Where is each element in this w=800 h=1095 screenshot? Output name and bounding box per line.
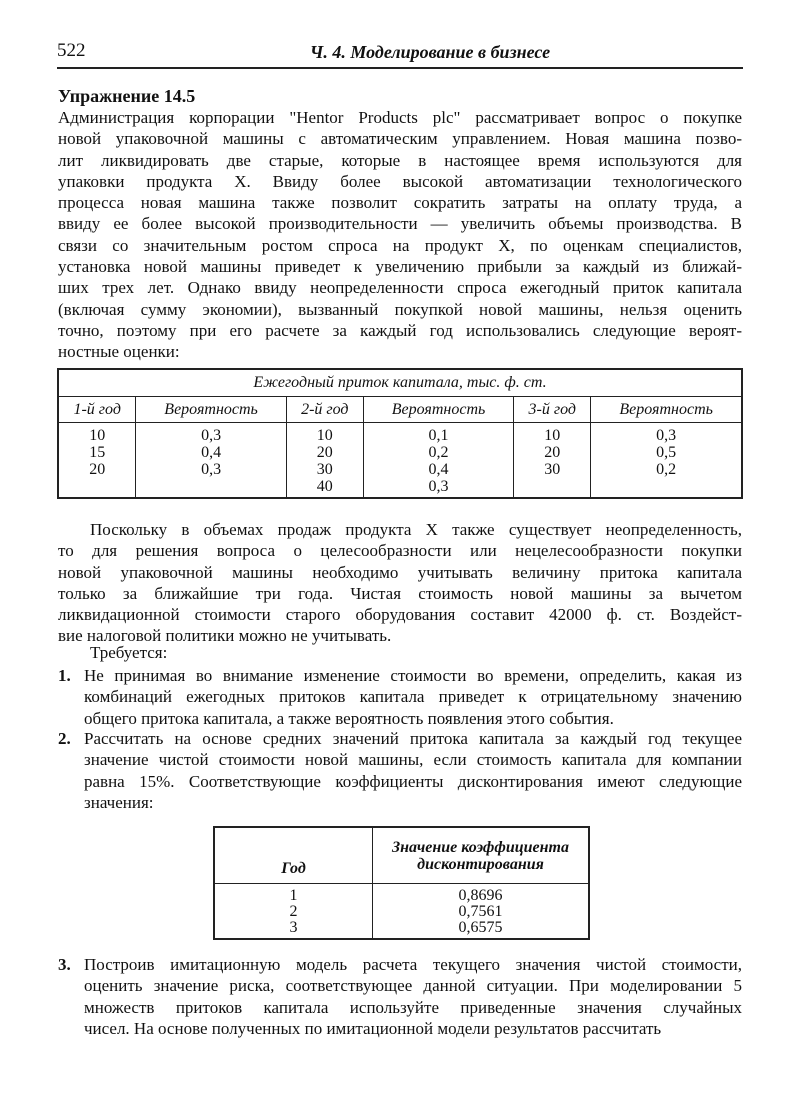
text-line: значения: [84,792,154,812]
table-cell: 10 [316,427,333,444]
table-cell: 0,4 [201,444,222,461]
column-values [286,423,363,499]
task-number: 1. [58,666,71,685]
table-cell: 0,2 [656,461,677,478]
table-cell: 0,3 [201,461,222,478]
text-line: комбинаций ежегодных притоков капитала приведет к отрицательному значению [84,687,742,707]
text-line: Рассчитать на основе средних значений притока капитала за каждый год текущее [84,729,742,748]
column-header: 2-й год [286,397,363,423]
table-cell: 1 [289,887,298,904]
table-cell: 20 [544,444,561,461]
text-line: процесса новая машина также позволит сократить затраты на оплату труда, а [58,193,742,213]
table-caption: Ежегодный приток капитала, тыс. ф. ст. [58,369,742,397]
text-line: Администрация корпорации "Hentor Products plc" рассматривает вопрос о покупке [58,108,742,127]
text-line: ликвидационной стоимости старого оборудования составит 42000 ф. ст. Воздейст- [58,605,742,625]
text-line: ностные оценки: [58,342,180,362]
table-cell: 0,3 [428,478,449,495]
text-line: связи со значительным ростом спроса на продукт X, по оценкам специалистов, [58,235,742,255]
exercise-title: Упражнение 14.5 [58,86,196,106]
table-cell: 10 [89,427,106,444]
task-item-3 [58,954,742,1039]
table-cell: 0,2 [428,444,449,461]
table-cell: 0,5 [656,444,677,461]
text-line: Не принимая во внимание изменение стоимости во времени, определить, какая из [84,666,742,685]
table-cell: 0,1 [428,427,449,444]
text-line: Построив имитационную модель расчета текущего значения чистой стоимости, [84,955,742,974]
table-cell: 3 [289,919,298,936]
text-line: новой упаковочной машины с автоматическим управлением. Новая машина позво- [58,129,742,149]
text-line: то для решения вопроса о целесообразности или нецелесообразности покупки [58,541,742,561]
text-line: (включая сумму экономии), вызванный покупкой новой машины, нельзя оценить [58,299,742,319]
discount-factor-table [213,826,590,940]
table-cell: 15 [89,444,106,461]
column-header: Вероятность [363,397,513,423]
column-values [591,423,742,499]
text-line: чисел. На основе полученных по имитационной модели результатов рассчитать [84,1018,662,1038]
column-header: 3-й год [514,397,591,423]
column-values [514,423,591,499]
table-cell: 0,3 [656,427,677,444]
text-line: ших трех лет. Однако ввиду неопределенности спроса ежегодный приток капитала [58,278,742,298]
header-rule [57,67,743,69]
factor-column [373,884,590,940]
table-cell: 0,4 [428,461,449,478]
table-cell: 40 [316,478,333,495]
paragraph-uncertainty [58,519,742,647]
task-number: 2. [58,729,71,748]
text-line: множеств притоков капитала используйте приведенные значения случайных [84,997,742,1017]
header-discount-factor: Значение коэффициента дисконтирования [373,827,590,884]
table-cell: 20 [316,444,333,461]
header-year: Год [214,827,373,884]
text-line: ввиду ее более высокой производительности — увеличить объемы производства. В [58,214,742,234]
task-item-2 [58,728,742,813]
task-number: 3. [58,955,71,974]
text-line: только за ближайшие три года. Чистая стоимость новой машины за вычетом [58,583,742,603]
column-values [58,423,136,499]
table-cell: 2 [289,903,298,920]
table-cell: 30 [544,461,561,478]
table-cell: 0,8696 [458,887,503,904]
running-title: Ч. 4. Моделирование в бизнесе [309,42,551,62]
column-values [136,423,286,499]
column-header: Вероятность [591,397,742,423]
table-cell: 10 [544,427,561,444]
text-line: значение чистой стоимости новой машины, если стоимость капитала для компании [84,750,742,770]
text-line: установка новой машины приведет к увеличению прибыли за каждый из ближай- [58,257,742,277]
page-number: 522 [57,40,86,61]
required-label: Требуется: [90,643,168,662]
text-line: оценить значение риска, соответствующее данной ситуации. При моделировании 5 [84,976,742,996]
text-line: равна 15%. Соответствующие коэффициенты дисконтирования имеют следующие [84,771,742,791]
task-item-1 [58,665,742,729]
text-line: точно, поэтому при его расчете за каждый год использовались следующие вероят- [58,320,742,340]
text-line: упаковки продукта X. Ввиду более высокой автоматизации технологического [58,171,742,191]
table-cell: 0,6575 [458,919,503,936]
table-cell: 0,3 [201,427,222,444]
paragraph-intro [58,107,742,363]
column-header: 1-й год [58,397,136,423]
text-line: общего притока капитала, а также вероятность появления этого события. [84,708,614,728]
column-header: Вероятность [136,397,286,423]
text-line: Поскольку в объемах продаж продукта X также существует неопределенность, [90,520,742,539]
year-column [214,884,373,940]
capital-inflow-table [57,368,743,499]
table-cell: 0,7561 [458,903,503,920]
table-cell: 20 [89,461,106,478]
text-line: вие налоговой политики можно не учитывать. [58,626,392,646]
text-line: лит ликвидировать две старые, которые в настоящее время используются для [58,150,742,170]
column-values [363,423,513,499]
text-line: новой упаковочной машины необходимо учитывать величину притока капитала [58,562,742,582]
table-cell: 30 [316,461,333,478]
